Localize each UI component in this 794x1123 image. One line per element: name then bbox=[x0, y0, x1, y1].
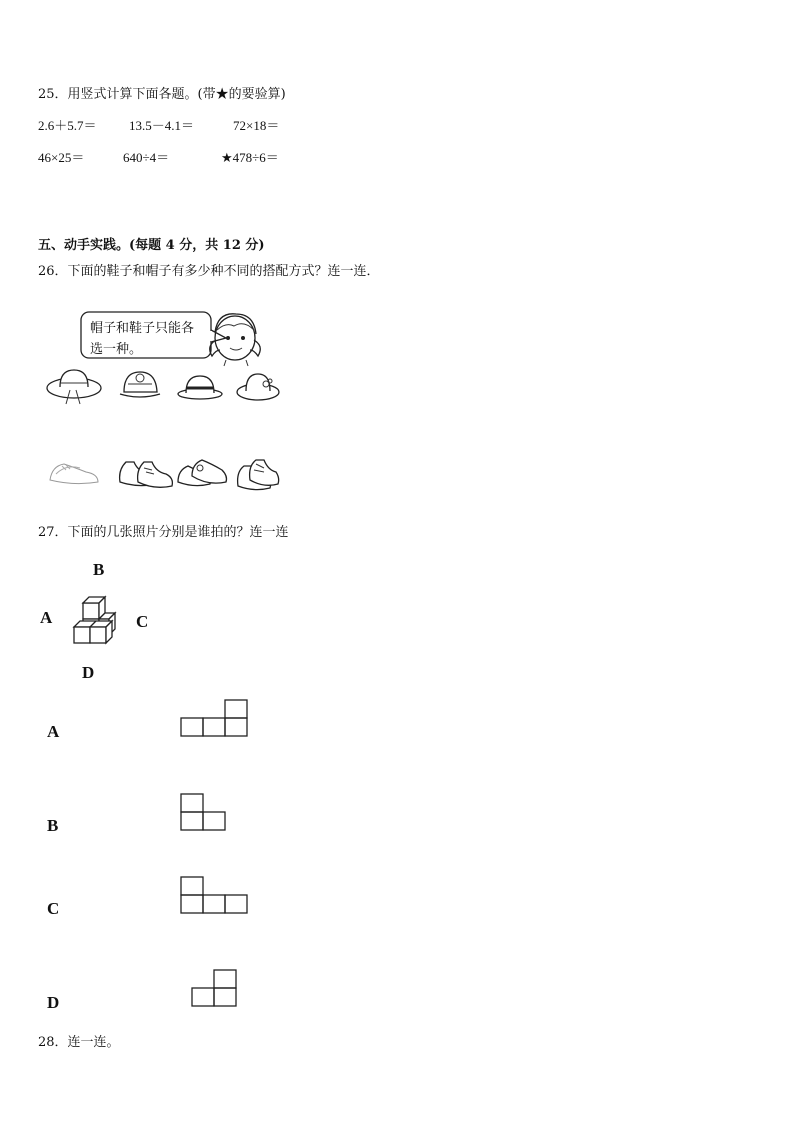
view-label-d: D bbox=[47, 993, 60, 1012]
q25-eq-5: 640÷4＝ bbox=[123, 150, 170, 165]
q25-eq-3: 72×18＝ bbox=[233, 118, 280, 133]
q26-title: 26．下面的鞋子和帽子有多少种不同的搭配方式？连一连． bbox=[38, 264, 380, 279]
section-5-title: 五、动手实践。(每题 4 分，共 12 分) bbox=[38, 238, 265, 253]
q28-title: 28．连一连。 bbox=[38, 1035, 120, 1050]
q27-title: 27．下面的几张照片分别是谁拍的？连一连 bbox=[38, 525, 289, 540]
q25-title: 25．用竖式计算下面各题。(带★的要验算) bbox=[38, 87, 286, 102]
q25-eq-1: 2.6＋5.7＝ bbox=[38, 118, 97, 133]
direction-label-d: D bbox=[82, 663, 95, 682]
view-label-c: C bbox=[47, 899, 60, 918]
view-label-a: A bbox=[47, 722, 60, 741]
direction-label-b: B bbox=[93, 560, 105, 579]
q25-eq-2: 13.5－4.1＝ bbox=[129, 118, 195, 133]
speech-bubble-text: 帽子和鞋子只能各选一种。 bbox=[90, 321, 195, 357]
direction-label-c: C bbox=[136, 612, 149, 631]
q25-eq-4: 46×25＝ bbox=[38, 150, 85, 165]
q25-eq-6: ★478÷6＝ bbox=[221, 150, 279, 165]
direction-label-a: A bbox=[40, 608, 53, 627]
view-label-b: B bbox=[47, 816, 59, 835]
